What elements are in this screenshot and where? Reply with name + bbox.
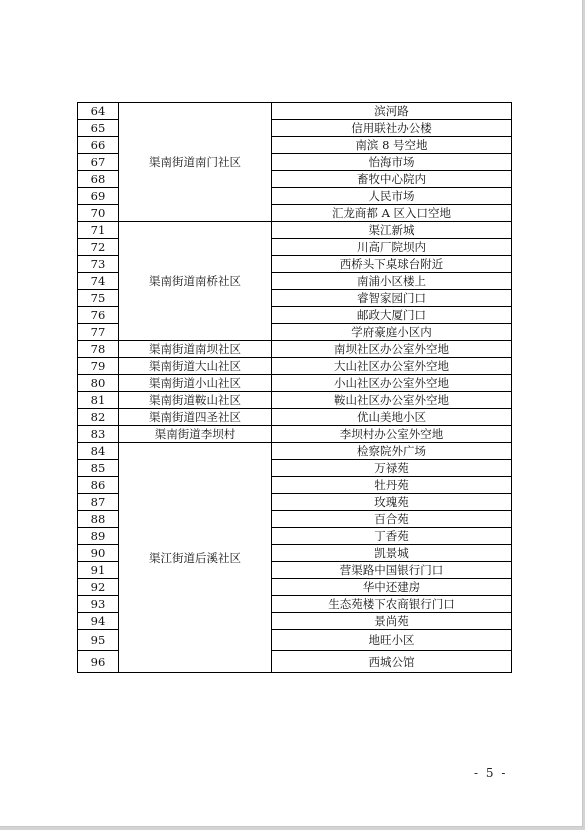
location-name: 李坝村办公室外空地 — [272, 426, 512, 443]
row-number: 72 — [78, 239, 119, 256]
table-row — [78, 392, 512, 409]
row-number: 81 — [78, 392, 119, 409]
row-number: 85 — [78, 460, 119, 477]
row-number: 79 — [78, 358, 119, 375]
table-row — [78, 222, 512, 239]
location-name: 小山社区办公室外空地 — [272, 375, 512, 392]
location-name: 信用联社办公楼 — [272, 120, 512, 137]
row-number: 91 — [78, 562, 119, 579]
row-number: 66 — [78, 137, 119, 154]
row-number: 75 — [78, 290, 119, 307]
table-row — [78, 409, 512, 426]
row-number: 80 — [78, 375, 119, 392]
location-name: 牡丹苑 — [272, 477, 512, 494]
location-name: 地旺小区 — [272, 630, 512, 651]
row-number: 68 — [78, 171, 119, 188]
row-number: 67 — [78, 154, 119, 171]
row-number: 69 — [78, 188, 119, 205]
location-name: 邮政大厦门口 — [272, 307, 512, 324]
row-number: 65 — [78, 120, 119, 137]
community-name: 渠南街道四圣社区 — [119, 409, 272, 426]
row-number: 64 — [78, 103, 119, 120]
row-number: 94 — [78, 613, 119, 630]
location-name: 万禄苑 — [272, 460, 512, 477]
location-name: 南浦小区楼上 — [272, 273, 512, 290]
location-name: 营渠路中国银行门口 — [272, 562, 512, 579]
location-name: 南滨 8 号空地 — [272, 137, 512, 154]
table-body — [78, 103, 512, 673]
location-name: 畜牧中心院内 — [272, 171, 512, 188]
location-name: 玫瑰苑 — [272, 494, 512, 511]
location-name: 检察院外广场 — [272, 443, 512, 460]
location-name: 凯景城 — [272, 545, 512, 562]
table-row — [78, 103, 512, 120]
table-row — [78, 375, 512, 392]
location-name: 渠江新城 — [272, 222, 512, 239]
location-name: 南坝社区办公室外空地 — [272, 341, 512, 358]
community-name: 渠南街道南门社区 — [119, 103, 272, 222]
location-name: 滨河路 — [272, 103, 512, 120]
row-number: 77 — [78, 324, 119, 341]
location-name: 丁香苑 — [272, 528, 512, 545]
row-number: 88 — [78, 511, 119, 528]
row-number: 74 — [78, 273, 119, 290]
location-name: 鞍山社区办公室外空地 — [272, 392, 512, 409]
table-row — [78, 426, 512, 443]
row-number: 76 — [78, 307, 119, 324]
community-name: 渠南街道南坝社区 — [119, 341, 272, 358]
location-name: 学府豪庭小区内 — [272, 324, 512, 341]
location-name: 川高厂院坝内 — [272, 239, 512, 256]
location-name: 人民市场 — [272, 188, 512, 205]
row-number: 87 — [78, 494, 119, 511]
row-number: 93 — [78, 596, 119, 613]
location-name: 百合苑 — [272, 511, 512, 528]
row-number: 71 — [78, 222, 119, 239]
row-number: 70 — [78, 205, 119, 222]
community-name: 渠江街道后溪社区 — [119, 443, 272, 673]
table-row — [78, 341, 512, 358]
location-name: 西城公馆 — [272, 651, 512, 673]
page-number: - 5 - — [474, 766, 508, 780]
row-number: 78 — [78, 341, 119, 358]
row-number: 83 — [78, 426, 119, 443]
location-table — [77, 102, 512, 673]
community-name: 渠南街道李坝村 — [119, 426, 272, 443]
location-name: 景尚苑 — [272, 613, 512, 630]
row-number: 96 — [78, 651, 119, 673]
community-name: 渠南街道小山社区 — [119, 375, 272, 392]
table-row — [78, 358, 512, 375]
location-name: 生态苑楼下农商银行门口 — [272, 596, 512, 613]
location-name: 华中还建房 — [272, 579, 512, 596]
location-name: 优山美地小区 — [272, 409, 512, 426]
location-name: 怡海市场 — [272, 154, 512, 171]
community-name: 渠南街道南桥社区 — [119, 222, 272, 341]
row-number: 89 — [78, 528, 119, 545]
row-number: 73 — [78, 256, 119, 273]
row-number: 92 — [78, 579, 119, 596]
location-name: 大山社区办公室外空地 — [272, 358, 512, 375]
community-name: 渠南街道鞍山社区 — [119, 392, 272, 409]
location-name: 汇龙商都 A 区入口空地 — [272, 205, 512, 222]
row-number: 82 — [78, 409, 119, 426]
row-number: 86 — [78, 477, 119, 494]
community-name: 渠南街道大山社区 — [119, 358, 272, 375]
location-name: 西桥头下桌球台附近 — [272, 256, 512, 273]
location-name: 睿智家园门口 — [272, 290, 512, 307]
row-number: 84 — [78, 443, 119, 460]
row-number: 95 — [78, 630, 119, 651]
table-row — [78, 443, 512, 460]
row-number: 90 — [78, 545, 119, 562]
